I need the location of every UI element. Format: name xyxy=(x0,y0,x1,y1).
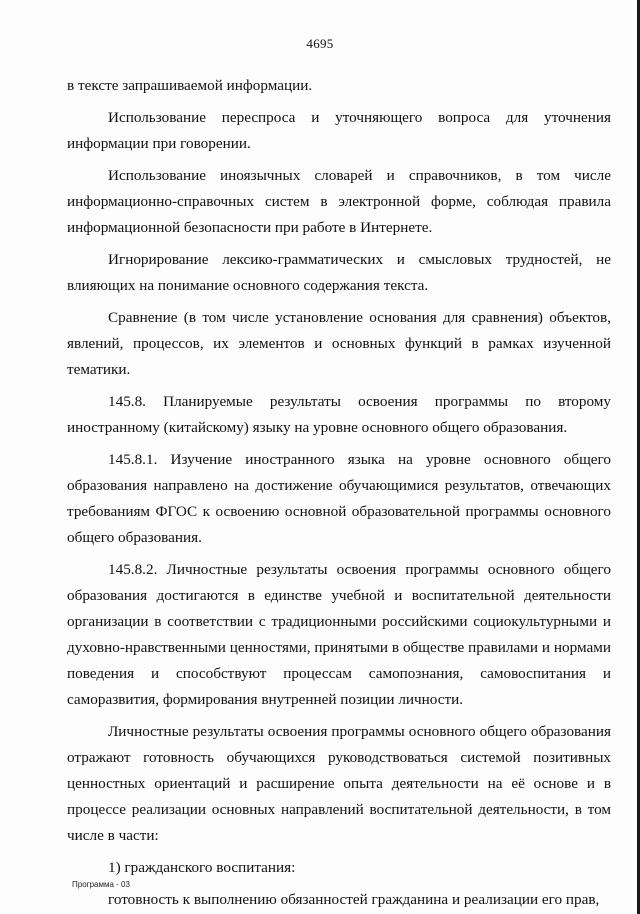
section-145-8-2: 145.8.2. Личностные результаты освоения программы основного общего образования достигаются в единстве учебной и воспитательной деятельности организации в соответствии с традиционными российскими социокультурными и духовно-нравственными ценностями, принятыми в обществе правилами и нормами поведения и способствуют процессам самопознания, самовоспитания и саморазвития, формирования внутренней позиции личности. xyxy=(67,561,611,708)
paragraph: Личностные результаты освоения программы основного общего образования отражают готовность обучающихся руководствоваться системой позитивных ценностных ориентаций и расширение опыта деятельности на её основе и в процессе реализации основных направлений воспитательной деятельности, в том числе в части: xyxy=(67,723,611,844)
paragraph: готовность к выполнению обязанностей гражданина и реализации его прав, xyxy=(108,891,600,908)
section-145-8-1: 145.8.1. Изучение иностранного языка на уровне основного общего образования направлено на достижение обучающимися результатов, отвечающих требованиям ФГОС к освоению основной образовательной программы основного общего образования. xyxy=(67,451,611,546)
section-heading-145-8: 145.8. Планируемые результаты освоения программы по второму иностранному (китайскому) языку на уровне основного общего образования. xyxy=(67,393,611,436)
paragraph: Использование переспроса и уточняющего вопроса для уточнения информации при говорении. xyxy=(67,109,611,152)
list-item: 1) гражданского воспитания: xyxy=(108,859,296,876)
document-body xyxy=(67,73,611,913)
page-number: 4695 xyxy=(306,36,334,51)
paragraph: в тексте запрашиваемой информации. xyxy=(67,77,313,94)
paragraph: Сравнение (в том числе установление основания для сравнения) объектов, явлений, процессов, их элементов и основных функций в рамках изученной тематики. xyxy=(67,309,611,378)
footer-label: Программа - 03 xyxy=(72,880,130,889)
paragraph: Использование иноязычных словарей и справочников, в том числе информационно-справочных систем в электронной форме, соблюдая правила информационной безопасности при работе в Интернете. xyxy=(67,167,611,236)
paragraph: Игнорирование лексико-грамматических и смысловых трудностей, не влияющих на понимание основного содержания текста. xyxy=(67,251,611,294)
